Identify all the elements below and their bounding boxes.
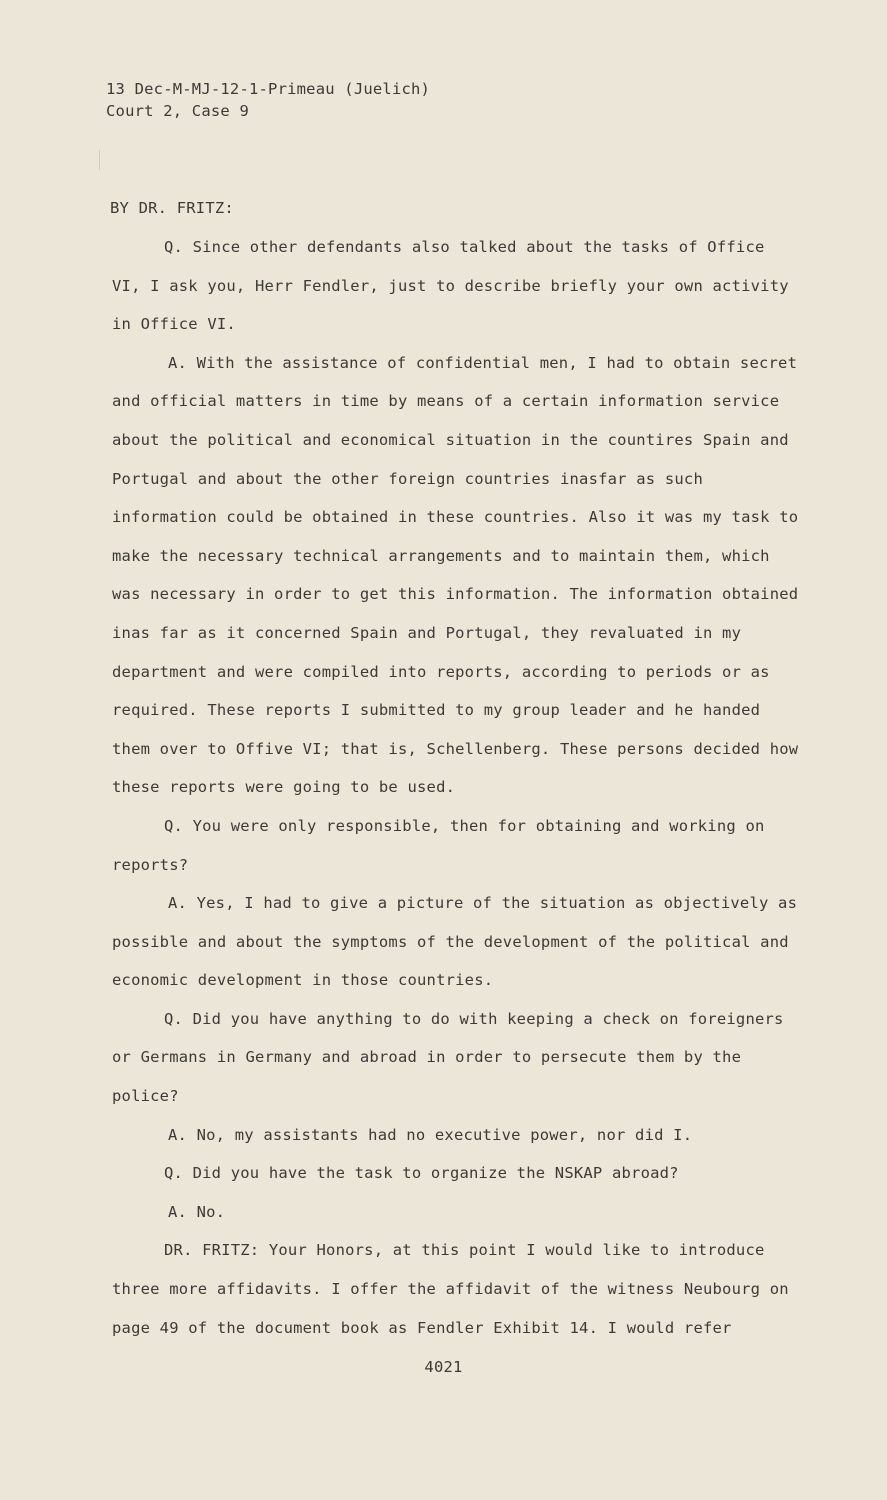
header-line-2: Court 2, Case 9: [106, 102, 249, 120]
margin-mark: [99, 150, 100, 170]
paragraph-question-1: Q. Since other defendants also talked about the tasks of Office VI, I ask you, Herr Fendler, just to describe briefly your own activity in Office VI.: [112, 238, 789, 334]
paragraph-answer-4: A. No.: [168, 1202, 226, 1221]
header-line-1: 13 Dec-M-MJ-12-1-Primeau (Juelich): [106, 80, 431, 98]
paragraph-question-4: Q. Did you have the task to organize the NSKAP abroad?: [164, 1164, 679, 1183]
paragraph-answer-1: A. With the assistance of confidential men, I had to obtain secret and official matters in time by means of a certain information service about the political and economical situation in the countires Spain and Portugal and about the other foreign countries inasfar as such information could be obtained in these countries. Also it was my task to make the necessary technical arrangements and to maintain them, which was necessary in order to get this information. The information obtained inas far as it concerned Spain and Portugal, they revaluated in my department and were compiled into reports, according to periods or as required. These reports I submitted to my group leader and he handed them over to Offive VI; that is, Schellenberg. These persons decided how these reports were going to be used.: [112, 353, 799, 797]
page-number: 4021: [424, 1358, 463, 1376]
paragraph-question-2: Q. You were only responsible, then for obtaining and working on reports?: [112, 816, 765, 874]
paragraph-question-3: Q. Did you have anything to do with keeping a check on foreigners or Germans in Germany and abroad in order to persecute them by the police?: [112, 1009, 784, 1106]
paragraph-answer-2: A. Yes, I had to give a picture of the situation as objectively as possible and about the symptoms of the development of the political and economic development in those countries.: [112, 894, 798, 990]
header: [106, 78, 430, 122]
transcript-body: [112, 228, 802, 1347]
speaker-line: BY DR. FRITZ:: [110, 199, 234, 217]
paragraph-answer-3: A. No, my assistants had no executive power, nor did I.: [168, 1125, 693, 1144]
paragraph-counsel-statement: DR. FRITZ: Your Honors, at this point I would like to introduce three more affidavits. I offer the affidavit of the witness Neubourg on page 49 of the document book as Fendler Exhibit 14. I would refer: [112, 1241, 789, 1337]
